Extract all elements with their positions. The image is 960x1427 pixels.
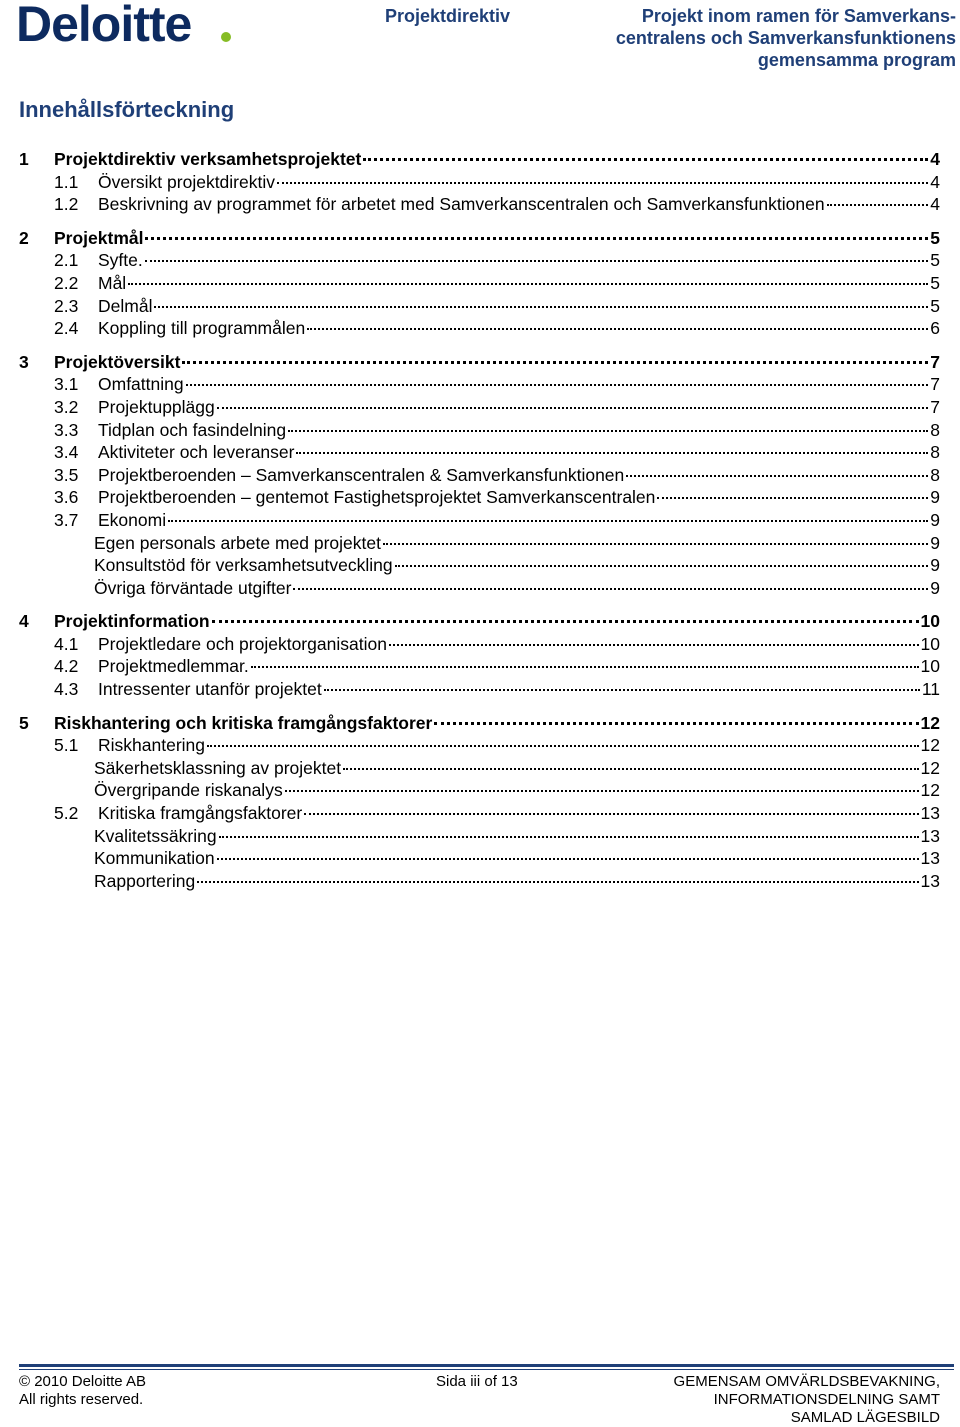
toc-entry-title: Övergripande riskanalys (94, 780, 283, 801)
toc-dot-leader (363, 158, 928, 161)
toc-entry-number: 3.7 (54, 509, 79, 530)
toc-entry-number: 5.2 (54, 803, 79, 824)
toc-entry-title: Projektmedlemmar. (98, 656, 249, 677)
toc-entry-title: Säkerhetsklassning av projektet (94, 757, 342, 778)
footer-copyright (19, 1373, 146, 1409)
toc-entry-title: Kvalitetssäkring (94, 825, 217, 846)
toc-entry-title: Aktiviteter och leveranser (98, 442, 295, 463)
toc-dot-leader (217, 407, 929, 409)
toc-dot-leader (288, 430, 928, 432)
toc-entry-title: Delmål (98, 295, 153, 316)
toc-entry-page: 13 (920, 848, 940, 869)
toc-entry[interactable] (19, 509, 940, 532)
toc-entry-page: 10 (920, 656, 940, 677)
footer-document-name (620, 1373, 940, 1427)
toc-dot-leader (434, 722, 918, 725)
copyright-line: © 2010 Deloitte AB (19, 1373, 146, 1390)
toc-entry[interactable] (19, 577, 940, 600)
toc-entry-page: 9 (930, 555, 940, 576)
toc-entry-number: 1.2 (54, 194, 79, 215)
toc-entry-page: 12 (920, 735, 940, 756)
toc-entry[interactable] (19, 678, 940, 701)
toc-entry-title: Beskrivning av programmet för arbetet med Samverkanscentralen och Samverkansfunktionen (98, 194, 825, 215)
toc-dot-leader (207, 745, 919, 747)
toc-entry[interactable] (19, 847, 940, 870)
toc-entry-title: Riskhantering och kritiska framgångsfaktorer (54, 712, 433, 733)
toc-entry-page: 13 (920, 825, 940, 846)
toc-entry-page: 4 (930, 149, 940, 169)
toc-dot-leader (304, 813, 918, 815)
toc-dot-leader (182, 361, 928, 364)
footer-doc-line: GEMENSAM OMVÄRLDSBEVAKNING, (673, 1373, 940, 1390)
toc-entry-title: Syfte. (98, 250, 143, 271)
toc-entry-page: 10 (920, 611, 940, 632)
toc-entry[interactable] (19, 734, 940, 757)
toc-entry-page: 7 (930, 351, 940, 372)
project-title-line: gemensamma program (757, 50, 956, 70)
toc-entry-title: Projektinformation (54, 611, 210, 632)
toc-entry-page: 12 (920, 757, 940, 778)
toc-entry-page: 10 (920, 633, 940, 654)
footer-page-number: Sida iii of 13 (436, 1373, 518, 1390)
toc-entry-page: 8 (930, 464, 940, 485)
toc-entry-title: Konsultstöd för verksamhetsutveckling (94, 555, 393, 576)
toc-entry-number: 2.4 (54, 318, 79, 339)
rights-line: All rights reserved. (19, 1391, 144, 1408)
toc-entry-number: 2.1 (54, 250, 79, 271)
toc-entry-number: 3.6 (54, 487, 79, 508)
toc-entry-title: Översikt projektdirektiv (98, 171, 275, 192)
toc-entry-title: Riskhantering (98, 735, 205, 756)
toc-entry-page: 9 (930, 509, 940, 530)
toc-entry-page: 8 (930, 419, 940, 440)
footer-doc-line: SAMLAD LÄGESBILD (790, 1409, 940, 1426)
toc-entry-title: Rapportering (94, 870, 196, 891)
toc-entry[interactable] (19, 554, 940, 577)
toc-entry-number: 3.3 (54, 419, 79, 440)
toc-entry[interactable] (19, 249, 940, 272)
toc-entry[interactable] (19, 396, 940, 419)
toc-entry-number: 3.5 (54, 464, 79, 485)
toc-entry-number: 2.3 (54, 295, 79, 316)
toc-dot-leader (219, 836, 919, 838)
toc-entry[interactable] (19, 317, 940, 340)
toc-dot-leader (343, 768, 918, 770)
toc-entry-page: 12 (920, 780, 940, 801)
toc-entry-page: 7 (930, 374, 940, 395)
toc-entry-title: Kommunikation (94, 848, 215, 869)
project-title (556, 5, 956, 71)
toc-entry-number: 3 (19, 351, 29, 372)
toc-dot-leader (145, 237, 928, 240)
toc-entry-number: 4.2 (54, 656, 79, 677)
toc-entry-page: 9 (930, 532, 940, 553)
toc-dot-leader (389, 644, 919, 646)
toc-dot-leader (296, 452, 928, 454)
toc-dot-leader (145, 260, 929, 262)
toc-entry-number: 4.1 (54, 633, 79, 654)
toc-entry[interactable] (19, 779, 940, 802)
toc-entry-title: Projektledare och projektorganisation (98, 633, 387, 654)
toc-entry-number: 2.2 (54, 272, 79, 293)
toc-entry-number: 4.3 (54, 679, 79, 700)
project-title-line: centralens och Samverkansfunktionens (615, 28, 956, 48)
toc-entry-title: Egen personals arbete med projektet (94, 532, 381, 553)
toc-entry[interactable] (19, 610, 940, 633)
toc-entry-title: Ekonomi (98, 509, 167, 530)
footer-rule-thin (19, 1369, 954, 1370)
toc-entry-number: 5 (19, 712, 29, 733)
toc-entry[interactable] (19, 712, 940, 735)
toc-entry[interactable] (19, 148, 940, 171)
toc-entry-title: Projektberoenden – gentemot Fastighetsprojektet Samverkanscentralen (98, 487, 656, 508)
toc-entry[interactable] (19, 295, 940, 318)
toc-dot-leader (154, 306, 928, 308)
toc-heading: Innehållsförteckning (19, 97, 235, 122)
toc-entry-title: Projektdirektiv verksamhetsprojektet (54, 149, 362, 169)
toc-entry-page: 11 (921, 679, 940, 700)
toc-entry[interactable] (19, 757, 940, 780)
toc-entry-title: Projektberoenden – Samverkanscentralen & Samverkansfunktionen (98, 464, 625, 485)
toc-entry-title: Projektöversikt (54, 351, 181, 372)
toc-dot-leader (128, 283, 928, 285)
project-title-line: Projekt inom ramen för Samverkans- (641, 6, 956, 26)
toc-entry-number: 3.1 (54, 374, 79, 395)
document-type: Projektdirektiv (385, 6, 511, 26)
toc-entry-title: Omfattning (98, 374, 184, 395)
toc-entry[interactable] (19, 227, 940, 250)
toc-entry[interactable] (19, 351, 940, 374)
toc-dot-leader (626, 475, 928, 477)
toc-dot-leader (217, 858, 919, 860)
toc-entry[interactable] (19, 870, 940, 893)
toc-entry-page: 7 (930, 396, 940, 417)
toc-entry-page: 13 (920, 803, 940, 824)
toc-entry-title: Projektupplägg (98, 396, 215, 417)
toc-entry-page: 6 (930, 318, 940, 339)
footer-rule (19, 1364, 954, 1367)
toc-dot-leader (657, 497, 928, 499)
toc-entry-page: 5 (930, 250, 940, 271)
toc-entry-number: 1 (19, 149, 29, 169)
toc-entry-page: 8 (930, 442, 940, 463)
toc-entry-title: Övriga förväntade utgifter (94, 577, 292, 598)
footer-doc-line: INFORMATIONSDELNING SAMT (713, 1391, 940, 1408)
toc-entry-page: 9 (930, 577, 940, 598)
toc-dot-leader (168, 520, 928, 522)
toc-dot-leader (293, 588, 928, 590)
logo-green-dot (221, 32, 231, 42)
toc-dot-leader (285, 790, 919, 792)
toc-entry-page: 5 (930, 295, 940, 316)
toc-entry[interactable] (19, 171, 940, 194)
toc-dot-leader (186, 384, 929, 386)
toc-dot-leader (251, 666, 919, 668)
toc-dot-leader (827, 204, 929, 206)
toc-entry[interactable] (19, 419, 940, 442)
toc-entry[interactable] (19, 464, 940, 487)
toc-entry[interactable] (19, 825, 940, 848)
deloitte-logo: Deloitte (16, 0, 192, 52)
toc-dot-leader (324, 689, 920, 691)
toc-entry[interactable] (19, 441, 940, 464)
toc-entry-title: Koppling till programmålen (98, 318, 306, 339)
toc-dot-leader (197, 881, 918, 883)
toc-entry-page: 4 (930, 171, 940, 192)
toc-entry-title: Mål (98, 272, 127, 293)
toc-entry-page: 12 (920, 712, 940, 733)
toc-entry[interactable] (19, 193, 940, 216)
toc-entry[interactable] (19, 486, 940, 509)
toc-entry[interactable] (19, 655, 940, 678)
toc-entry-page: 5 (930, 227, 940, 248)
toc-entry-page: 4 (930, 194, 940, 215)
toc-entry[interactable] (19, 532, 940, 555)
toc-entry-number: 3.2 (54, 396, 79, 417)
toc-dot-leader (383, 543, 928, 545)
toc-entry-title: Intressenter utanför projektet (98, 679, 322, 700)
toc-entry-number: 5.1 (54, 735, 79, 756)
toc-dot-leader (277, 182, 928, 184)
toc-entry-page: 13 (920, 870, 940, 891)
toc-entry-number: 1.1 (54, 171, 79, 192)
page-header (0, 0, 960, 80)
toc-entry-title: Projektmål (54, 227, 144, 248)
toc-entry-title: Tidplan och fasindelning (98, 419, 287, 440)
toc-entry[interactable] (19, 373, 940, 396)
toc-dot-leader (307, 328, 928, 330)
toc-entry-title: Kritiska framgångsfaktorer (98, 803, 303, 824)
toc-entry-page: 5 (930, 272, 940, 293)
toc-entry-number: 4 (19, 611, 29, 632)
toc-entry[interactable] (19, 272, 940, 295)
toc-entry-number: 2 (19, 227, 29, 248)
toc-entry-number: 3.4 (54, 442, 79, 463)
toc-entry[interactable] (19, 802, 940, 825)
toc-dot-leader (395, 565, 929, 567)
toc-dot-leader (212, 620, 919, 623)
toc-entry[interactable] (19, 633, 940, 656)
table-of-contents (19, 148, 940, 892)
toc-entry-page: 9 (930, 487, 940, 508)
